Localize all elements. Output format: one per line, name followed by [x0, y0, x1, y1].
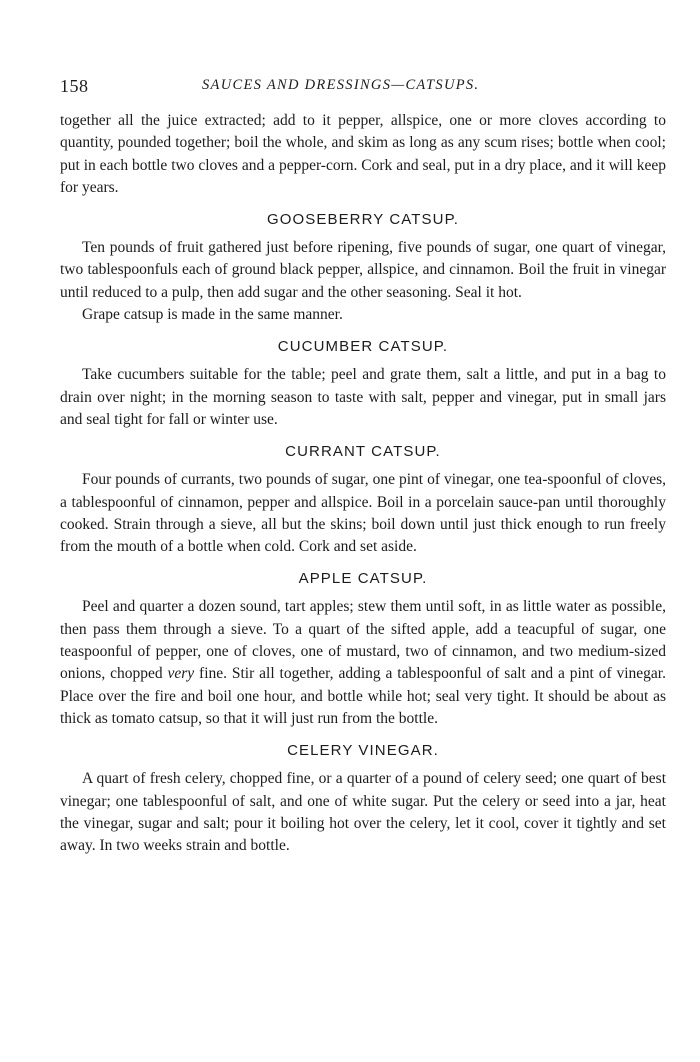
recipe-paragraph: Take cucumbers suitable for the table; peel and grate them, salt a little, and put in a bag to drain over night; in the morning season to taste with salt, pepper and vinegar, put in small jars and seal tight for fall or winter use. [60, 366, 666, 428]
recipe-paragraph: A quart of fresh celery, chopped fine, or a quarter of a pound of celery seed; one quart of best vinegar; one tablespoonful of salt, and one of white sugar. Put the celery or seed into a jar, heat the vinegar, sugar and salt; pour it boiling hot over the celery, let it cool, cover it tightly and set away. In two weeks strain and bottle. [60, 770, 666, 855]
paragraph-text: fine. Stir all together, adding a tablespoonful of salt and a pint of vinegar. Place over the fire and boil one hour, and bottle while hot; seal very tight. It should be about as thick as tomato catsup, so that it will just run from the bottle. [60, 665, 666, 727]
recipe-apple-catsup [60, 569, 666, 730]
running-head: SAUCES AND DRESSINGS—CATSUPS. [202, 77, 480, 93]
recipe-title: GOOSEBERRY CATSUP. [266, 211, 460, 229]
recipe-paragraph: Grape catsup is made in the same manner. [82, 306, 343, 324]
recipe-celery-vinegar [60, 741, 666, 857]
page-body [60, 110, 666, 857]
recipe-title: APPLE CATSUP. [298, 570, 428, 588]
recipe-paragraph: Ten pounds of fruit gathered just before ripening, five pounds of sugar, one quart of vinegar, two tablespoonfuls each of ground black pepper, allspice, and cinnamon. Boil the fruit in vinegar until reduced to a pulp, then add sugar and the other seasoning. Seal it hot. [60, 239, 666, 301]
italic-word: very [167, 665, 195, 683]
recipe-gooseberry-catsup [60, 210, 666, 326]
continuation-paragraph: together all the juice extracted; add to it pepper, allspice, one or more cloves according to quantity, pounded together; boil the whole, and skim as long as any scum rises; bottle when cool; put in each bottle two cloves and a pepper-corn. Cork and seal, put in a dry place, and it will keep for years. [60, 112, 666, 196]
recipe-title: CUCUMBER CATSUP. [277, 338, 449, 356]
recipe-title: CURRANT CATSUP. [285, 443, 441, 461]
recipe-cucumber-catsup [60, 337, 666, 431]
recipe-title: CELERY VINEGAR. [287, 742, 439, 760]
page-header [60, 76, 660, 98]
recipe-paragraph: Four pounds of currants, two pounds of sugar, one pint of vinegar, one tea-spoonful of cloves, a tablespoonful of cinnamon, pepper and allspice. Boil in a porcelain sauce-pan until thoroughly cooked. Strain through a sieve, all but the skins; boil down until just thick enough to run freely from the mouth of a bottle when cold. Cork and set aside. [60, 471, 666, 556]
page-number: 158 [60, 76, 89, 96]
paragraph-text: Peel and quarter a dozen sound, tart apples; stew them until soft, in as little water as possible, then pass them through a sieve. To a quart of the sifted apple, add a teacupful of sugar, one teaspoonful of pepper, one of cloves, one of mustard, two of cinnamon, and two medium-sized onions, chopped [60, 598, 666, 683]
recipe-currant-catsup [60, 442, 666, 558]
recipe-paragraph [60, 596, 666, 730]
